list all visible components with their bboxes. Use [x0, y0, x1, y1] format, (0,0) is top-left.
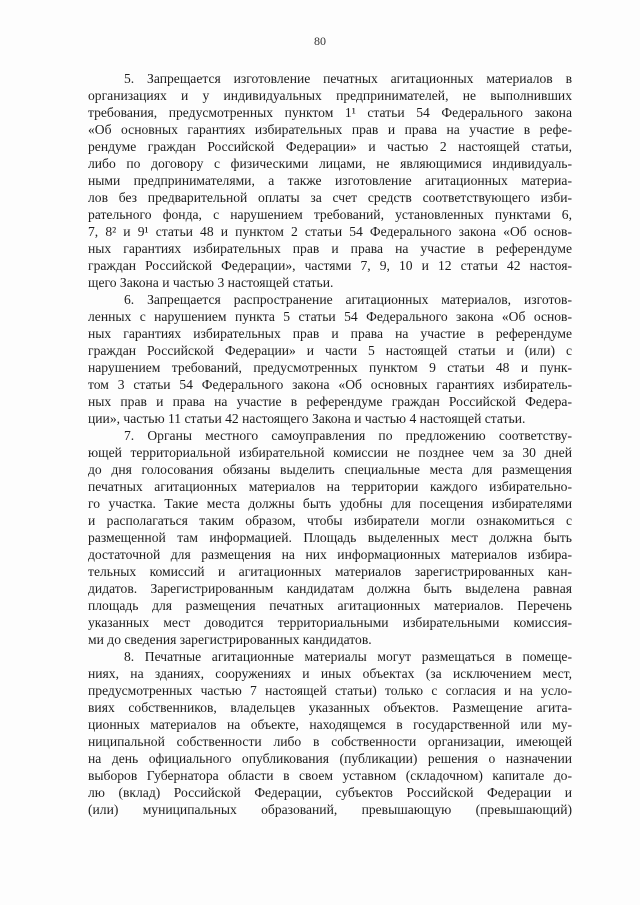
body-text	[88, 70, 572, 818]
text-line: достаточной для размещения на них информационных материалов избира-	[88, 547, 572, 562]
text-line: ниях, на зданиях, сооружениях и иных объектах (за исключением мест,	[88, 666, 572, 681]
text-line: ционных материалов на объекте, находящемся в государственной или му-	[88, 717, 572, 732]
text-line: требования, предусмотренных пунктом 1¹ статьи 54 Федерального закона	[88, 105, 572, 120]
text-line: до дня голосования обязаны выделить специальные места для размещения	[88, 462, 572, 477]
text-line: 7, 8² и 9¹ статьи 48 и пунктом 2 статьи 54 Федерального закона «Об основ-	[88, 224, 572, 239]
text-line: 5. Запрещается изготовление печатных агитационных материалов в	[124, 71, 572, 86]
text-line: ниципальной собственности либо в собственности организации, имеющей	[88, 734, 572, 749]
text-line: том 3 статьи 54 Федерального закона «Об основных гарантиях избиратель-	[88, 377, 572, 392]
text-line: граждан Российской Федерации», частями 7, 9, 10 и 12 статьи 42 настоя-	[88, 258, 572, 273]
text-line: тельных комиссий и агитационных материалов зарегистрированных кан-	[88, 564, 572, 579]
text-line: на день официального опубликования (публикации) решения о назначении	[88, 751, 572, 766]
text-line: предусмотренных частью 7 настоящей статьи) только с согласия и на усло-	[88, 683, 572, 698]
text-line: рендуме граждан Российской Федерации» и частью 2 настоящей статьи,	[88, 139, 572, 154]
text-line: 8. Печатные агитационные материалы могут размещаться в помеще-	[124, 649, 572, 664]
text-line: нарушением требований, предусмотренных пунктом 9 статьи 48 и пунк-	[88, 360, 572, 375]
text-line: рательного фонда, с нарушением требований, установленных пунктами 6,	[88, 207, 572, 222]
text-line: выборов Губернатора области в своем уставном (складочном) капитале до-	[88, 768, 572, 783]
page-number: 80	[314, 34, 326, 48]
text-line: «Об основных гарантиях избирательных прав и права на участие в рефе-	[88, 122, 572, 137]
text-line: площадь для размещения печатных агитационных материалов. Перечень	[88, 598, 572, 613]
text-line: печатных агитационных материалов на территории каждого избирательно-	[88, 479, 572, 494]
text-line: ных гарантиях избирательных прав и права на участие в референдуме	[88, 241, 572, 256]
text-line: организациях и у индивидуальных предпринимателей, не выполнивших	[88, 88, 572, 103]
text-line: ленных с нарушением пункта 5 статьи 54 Федерального закона «Об основ-	[88, 309, 572, 324]
text-line: виях собственников, владельцев указанных объектов. Размещение агита-	[88, 700, 572, 715]
text-line: го участка. Такие места должны быть удобны для посещения избирателями	[88, 496, 572, 511]
text-line: размещенной там информацией. Площадь выделенных мест должна быть	[88, 530, 572, 545]
text-line: ных прав и права на участие в референдуме граждан Российской Федера-	[88, 394, 572, 409]
text-line: ми до сведения зарегистрированных кандидатов.	[88, 632, 372, 647]
text-line: ными предпринимателями, а также изготовление агитационных материа-	[88, 173, 572, 188]
text-line: ющей территориальной избирательной комиссии не позднее чем за 30 дней	[88, 445, 572, 460]
text-line: либо по договору с физическими лицами, не являющимися индивидуаль-	[88, 156, 572, 171]
text-line: и располагаться таким образом, чтобы избиратели могли ознакомиться с	[88, 513, 572, 528]
text-line: 6. Запрещается распространение агитационных материалов, изготов-	[124, 292, 572, 307]
text-line: дидатов. Зарегистрированным кандидатам должна быть выделена равная	[88, 581, 572, 596]
text-line: ции», частью 11 статьи 42 настоящего Закона и частью 4 настоящей статьи.	[88, 411, 526, 426]
text-line: граждан Российской Федерации» и части 5 настоящей статьи и (или) с	[88, 343, 572, 358]
text-line: лю (вклад) Российской Федерации, субъектов Российской Федерации и	[88, 785, 572, 800]
text-line: ных гарантиях избирательных прав и права на участие в референдуме	[88, 326, 572, 341]
text-line: указанных мест доводится территориальными избирательными комиссия-	[88, 615, 572, 630]
text-line: щего Закона и частью 3 настоящей статьи.	[88, 275, 334, 290]
text-line: 7. Органы местного самоуправления по предложению соответству-	[124, 428, 572, 443]
text-line: (или) муниципальных образований, превышающую (превышающий)	[88, 802, 572, 817]
text-line: лов без предварительной оплаты за счет средств соответствующего изби-	[88, 190, 572, 205]
